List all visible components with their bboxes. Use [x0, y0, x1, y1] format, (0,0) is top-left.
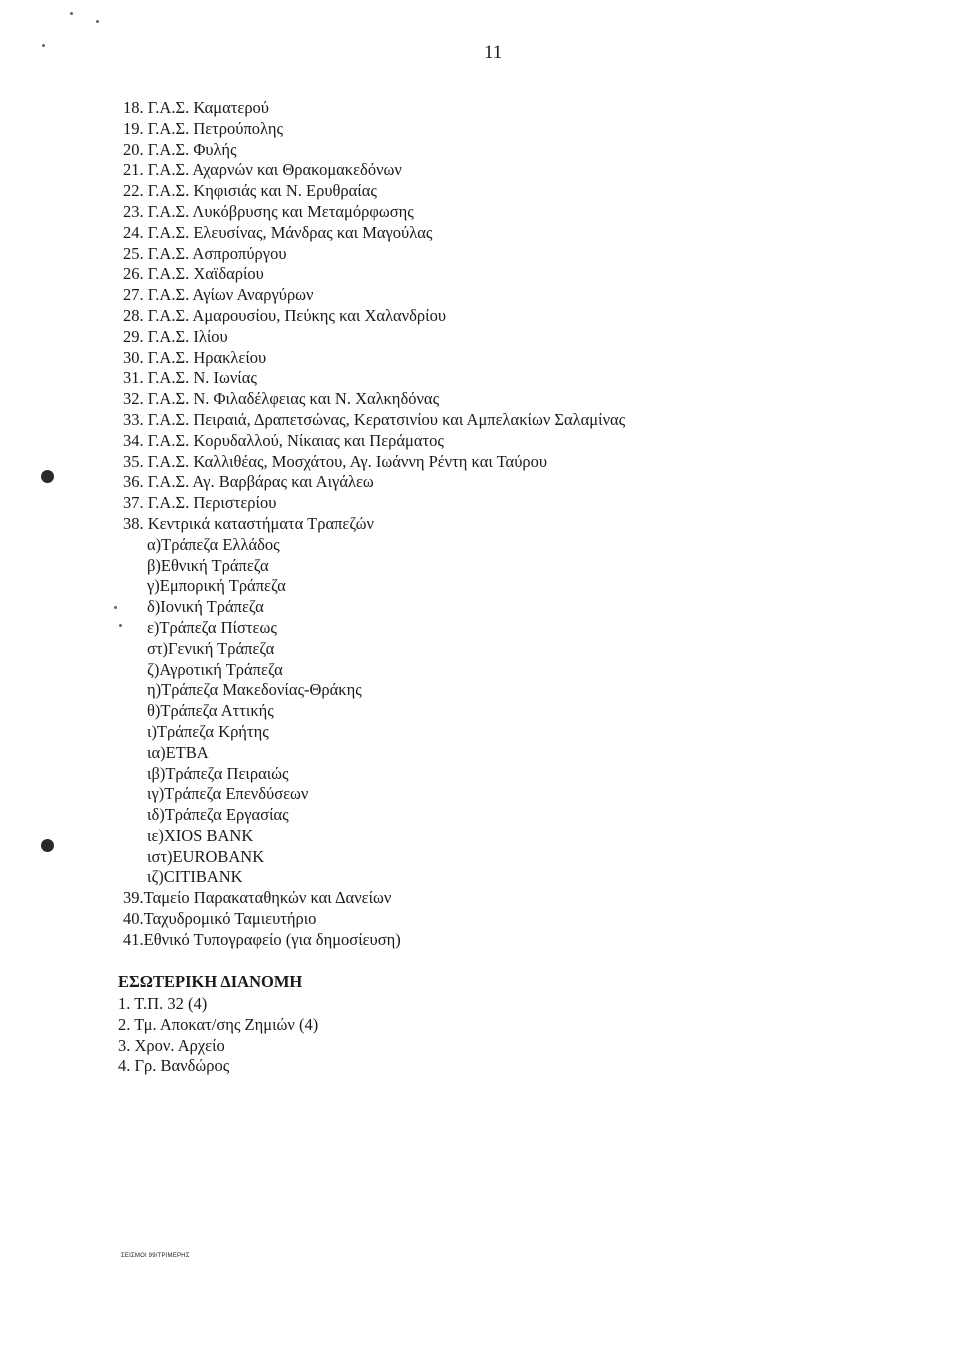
list-item: 28. Γ.Α.Σ. Αμαρουσίου, Πεύκης και Χαλανδρίου [123, 305, 447, 325]
page-number: 11 [484, 42, 503, 63]
scan-speck [42, 44, 45, 47]
list-item: 41.Εθνικό Τυπογραφείο (για δημοσίευση) [123, 929, 401, 949]
list-item: 23. Γ.Α.Σ. Λυκόβρυσης και Μεταμόρφωσης [123, 201, 414, 221]
scan-speck [114, 606, 117, 609]
list-item: 20. Γ.Α.Σ. Φυλής [123, 139, 237, 159]
bank-item: στ)Γενική Τράπεζα [147, 638, 275, 658]
list-item: 22. Γ.Α.Σ. Κηφισιάς και Ν. Ερυθραίας [123, 181, 377, 201]
list-item: 40.Ταχυδρομικό Ταμιευτήριο [123, 909, 317, 929]
bank-item: ιζ)CITIBANK [147, 867, 243, 887]
bank-item: ιε)XIOS BANK [147, 825, 254, 845]
list-item: 21. Γ.Α.Σ. Αχαρνών και Θρακομακεδόνων [123, 160, 402, 180]
scan-speck [70, 12, 73, 15]
punch-hole-lower [41, 839, 54, 852]
list-item: 27. Γ.Α.Σ. Αγίων Αναργύρων [123, 285, 314, 305]
bank-item: ζ)Αγροτική Τράπεζα [147, 659, 283, 679]
list-item: 30. Γ.Α.Σ. Ηρακλείου [123, 347, 267, 367]
bank-item: θ)Τράπεζα Αττικής [147, 701, 274, 721]
bank-item: δ)Ιονική Τράπεζα [147, 597, 264, 617]
list-item: 31. Γ.Α.Σ. Ν. Ιωνίας [123, 368, 257, 388]
internal-distribution-list [118, 994, 318, 1077]
list-item: 34. Γ.Α.Σ. Κορυδαλλού, Νίκαιας και Περάματος [123, 430, 444, 450]
list-item: 39.Ταμείο Παρακαταθηκών και Δανείων [123, 888, 392, 908]
bank-item: ιδ)Τράπεζα Εργασίας [147, 805, 289, 825]
list-item: 33. Γ.Α.Σ. Πειραιά, Δραπετσώνας, Κερατσινίου και Αμπελακίων Σαλαμίνας [123, 409, 626, 429]
punch-hole-upper [41, 470, 54, 483]
list-item: 29. Γ.Α.Σ. Ιλίου [123, 326, 228, 346]
list-item: 37. Γ.Α.Σ. Περιστερίου [123, 493, 277, 513]
internal-item: 4. Γρ. Βανδώρος [118, 1056, 230, 1076]
list-item: 38. Κεντρικά καταστήματα Τραπεζών [123, 513, 374, 533]
bank-item: ιβ)Τράπεζα Πειραιώς [147, 763, 289, 783]
bank-item: γ)Εμπορική Τράπεζα [147, 576, 286, 596]
bank-item: ια)ΕΤΒΑ [147, 742, 209, 762]
list-item: 36. Γ.Α.Σ. Αγ. Βαρβάρας και Αιγάλεω [123, 472, 374, 492]
distribution-list [123, 98, 823, 951]
list-item: 24. Γ.Α.Σ. Ελευσίνας, Μάνδρας και Μαγούλας [123, 222, 433, 242]
scan-speck [119, 624, 122, 627]
internal-item: 3. Χρον. Αρχείο [118, 1035, 225, 1055]
bank-item: ιστ)EUROBANK [147, 846, 265, 866]
list-item: 18. Γ.Α.Σ. Καματερού [123, 98, 269, 117]
list-item: 26. Γ.Α.Σ. Χαϊδαρίου [123, 264, 264, 284]
list-item: 32. Γ.Α.Σ. Ν. Φιλαδέλφειας και Ν. Χαλκηδόνας [123, 389, 440, 409]
bank-item: ιγ)Τράπεζα Επενδύσεων [147, 784, 309, 804]
list-item: 25. Γ.Α.Σ. Ασπροπύργου [123, 243, 287, 263]
scan-speck [96, 20, 99, 23]
bank-item: β)Εθνική Τράπεζα [147, 555, 269, 575]
internal-item: 2. Τμ. Αποκατ/σης Ζημιών (4) [118, 1014, 319, 1034]
footer-stamp: ΣΕΙΣΜΟΙ 99/ΤΡΙΜΕΡΗΣ [121, 1253, 190, 1259]
list-item: 35. Γ.Α.Σ. Καλλιθέας, Μοσχάτου, Αγ. Ιωάννη Ρέντη και Ταύρου [123, 451, 548, 471]
internal-item: 1. Τ.Π. 32 (4) [118, 994, 208, 1013]
bank-item: α)Τράπεζα Ελλάδος [147, 534, 280, 554]
list-item: 19. Γ.Α.Σ. Πετρούπολης [123, 118, 284, 138]
internal-distribution-title: ΕΣΩΤΕΡΙΚΗ ΔΙΑΝΟΜΗ [118, 972, 303, 991]
bank-item: ι)Τράπεζα Κρήτης [147, 721, 269, 741]
bank-item: η)Τράπεζα Μακεδονίας-Θράκης [147, 680, 362, 700]
bank-item: ε)Τράπεζα Πίστεως [147, 617, 277, 637]
